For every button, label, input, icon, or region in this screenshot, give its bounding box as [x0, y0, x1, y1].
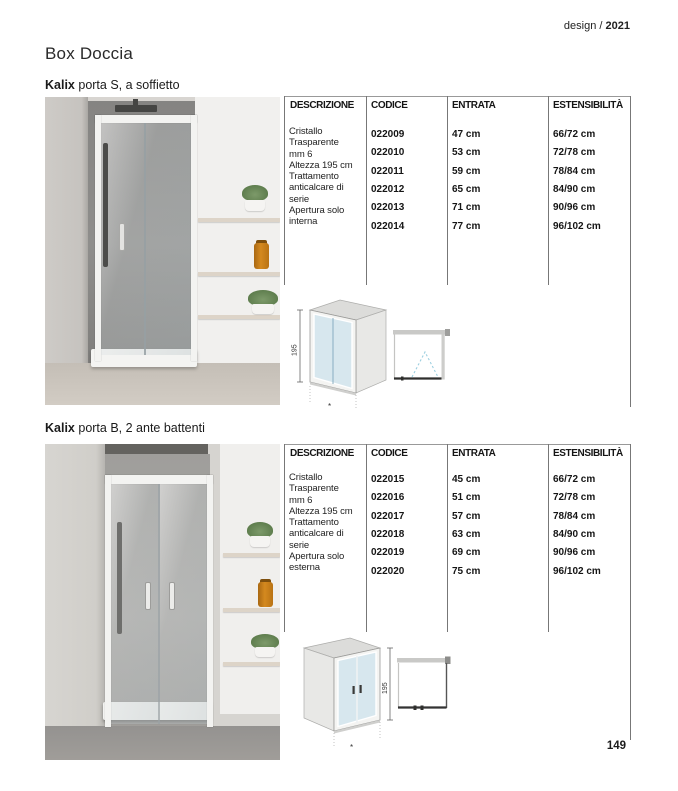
- table2-top-rule: [284, 444, 631, 445]
- table-row: 022019 69 cm 90/96 cm: [371, 547, 596, 558]
- table-row: 022012 65 cm 84/90 cm: [371, 184, 596, 195]
- hinge-mark: [414, 706, 417, 711]
- edition-year: 2021: [605, 20, 630, 32]
- wall-profile: [445, 657, 451, 665]
- handle-mark: [360, 685, 362, 693]
- table-row: 022020 75 cm 96/102 cm: [371, 566, 601, 577]
- diagram-3d-isometric-b: [294, 634, 398, 756]
- diagram-top-view-b: [397, 655, 455, 717]
- shelf-board: [223, 608, 280, 612]
- table2-header-codice: CODICE: [371, 448, 408, 459]
- edition-label: [564, 20, 630, 32]
- page-title: Box Doccia: [45, 44, 133, 63]
- table1-top-rule: [284, 96, 631, 97]
- floor: [45, 726, 280, 760]
- shower-head-stem: [133, 99, 138, 106]
- table-row: 022014 77 cm 96/102 cm: [371, 221, 601, 232]
- table-row: 022015 45 cm 66/72 cm: [371, 474, 596, 485]
- door-handle-left: [145, 582, 151, 610]
- table1-header-estensibilita: ESTENSIBILITÀ: [553, 100, 623, 111]
- table-row: 022011 59 cm 78/84 cm: [371, 166, 596, 177]
- table2-right-rule: [630, 444, 631, 740]
- rain-shower-head: [115, 105, 157, 112]
- footnote-asterisk: *: [328, 402, 332, 411]
- table1-header-descrizione: DESCRIZIONE: [290, 100, 354, 111]
- table2-header-entrata: ENTRATA: [452, 448, 496, 459]
- product-photo-kalix-s: [45, 97, 280, 405]
- height-dimension-label: 195: [382, 682, 389, 694]
- page-number: 149: [606, 740, 626, 752]
- hinge-mark: [421, 706, 424, 711]
- height-dimension-label: 195: [291, 344, 299, 356]
- shelf-board: [198, 272, 280, 276]
- handle-mark: [353, 686, 355, 694]
- plant-pot: [252, 304, 274, 314]
- section2-heading: [45, 421, 205, 435]
- table-row: 022018 63 cm 84/90 cm: [371, 529, 596, 540]
- diagram-top-view-s: [393, 327, 453, 387]
- shelf-board: [223, 662, 280, 666]
- table1-header-entrata: ENTRATA: [452, 100, 496, 111]
- shelf-board: [198, 315, 280, 319]
- door-handle-right: [169, 582, 175, 610]
- left-wall: [45, 97, 88, 405]
- door-frame-top: [95, 115, 197, 123]
- section2-heading-variant: porta B, 2 ante battenti: [74, 421, 205, 435]
- diagram-3d-isometric-s: [292, 296, 392, 414]
- table-row: 022013 71 cm 90/96 cm: [371, 202, 596, 213]
- table-row: 022016 51 cm 72/78 cm: [371, 492, 596, 503]
- section1-heading-variant: porta S, a soffietto: [74, 78, 180, 92]
- amber-jar: [254, 243, 269, 269]
- door-swing-path: [412, 352, 438, 377]
- table1-header-codice: CODICE: [371, 100, 408, 111]
- amber-jar: [258, 582, 273, 607]
- table2-description: Cristallo Trasparente mm 6 Altezza 195 cm Trattamento anticalcare di serie Apertura solo esterna: [289, 472, 353, 574]
- table1-description: Cristallo Trasparente mm 6 Altezza 195 cm Trattamento anticalcare di serie Apertura solo interna: [289, 126, 353, 228]
- floor: [45, 363, 280, 405]
- plant-pot: [255, 647, 275, 657]
- table2-header-estensibilita: ESTENSIBILITÀ: [553, 448, 623, 459]
- wall-profile: [445, 329, 450, 336]
- footnote-asterisk: *: [350, 743, 354, 752]
- section1-heading: [45, 78, 180, 92]
- table-row: 022010 53 cm 72/78 cm: [371, 147, 596, 158]
- table-row: 022017 57 cm 78/84 cm: [371, 511, 596, 522]
- edition-prefix: design /: [563, 20, 606, 32]
- section2-heading-product: Kalix: [45, 421, 75, 435]
- table-row: 022009 47 cm 66/72 cm: [371, 129, 596, 140]
- table2-header-descrizione: DESCRIZIONE: [290, 448, 354, 459]
- section1-heading-product: Kalix: [45, 78, 75, 92]
